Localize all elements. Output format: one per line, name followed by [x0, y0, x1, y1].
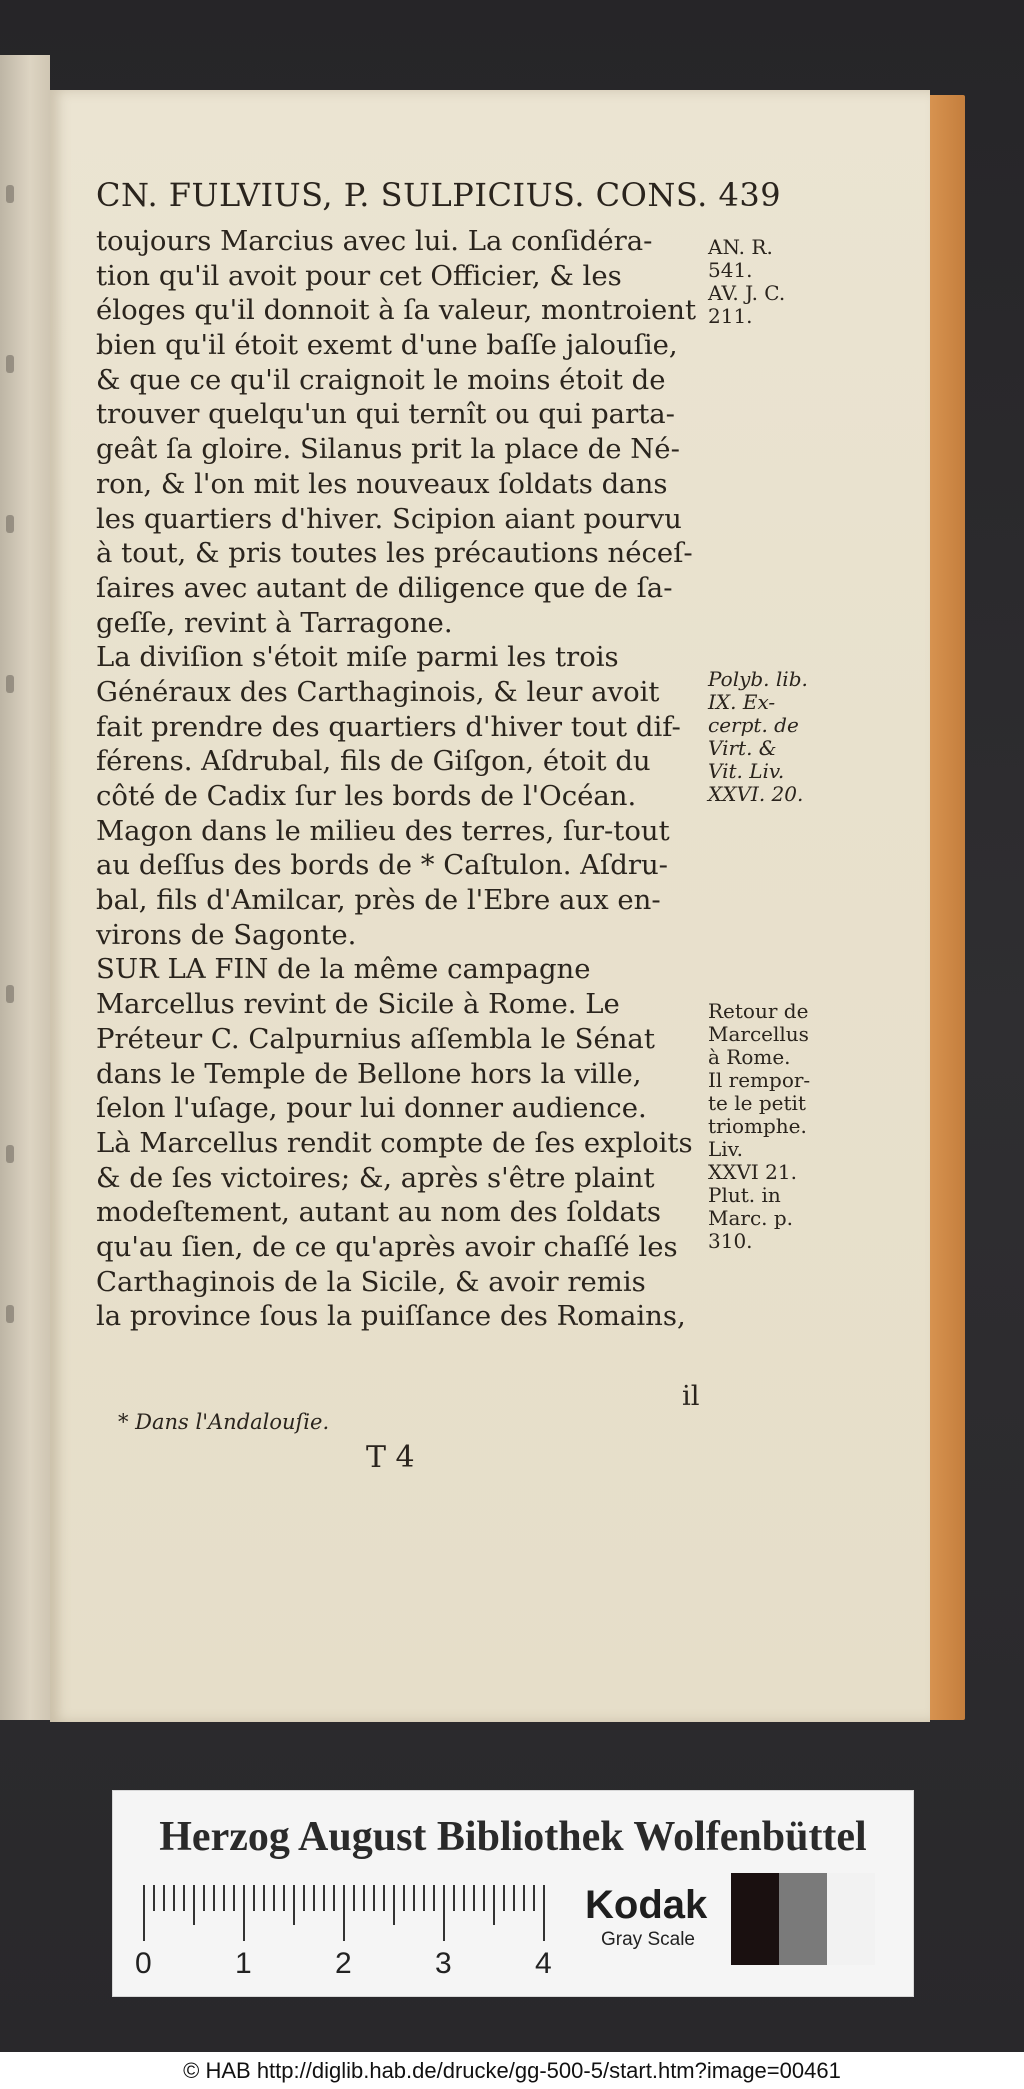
gray-scale-label: Gray Scale: [601, 1929, 695, 1950]
margin-note-line: Polyb. lib.: [708, 667, 808, 691]
library-name: Herzog August Bibliothek Wolfenbüttel: [159, 1814, 867, 1860]
text-line: Généraux des Carthaginois, & leur avoit: [96, 675, 660, 708]
body-text: [96, 224, 706, 1334]
catchword: il: [682, 1380, 700, 1412]
ruler-number: 1: [235, 1947, 252, 1980]
ruler-number: 3: [435, 1947, 452, 1980]
ruler-tick: [143, 1885, 145, 1941]
margin-note-line: Marc. p.: [708, 1206, 794, 1230]
ruler-tick: [523, 1885, 525, 1911]
text-line: à tout, & pris toutes les précautions néceſ-: [96, 537, 693, 570]
margin-note-line: Liv.: [708, 1137, 743, 1161]
text-line: toujours Marcius avec lui. La conſidéra-: [96, 225, 653, 257]
text-line: virons de Sagonte.: [96, 918, 357, 951]
ruler-tick: [343, 1885, 345, 1941]
margin-note-line: te le petit: [708, 1091, 806, 1115]
margin-note-line: 310.: [708, 1229, 753, 1253]
ruler-tick: [513, 1885, 515, 1911]
facing-page-edge: [0, 55, 50, 1720]
ruler-tick: [323, 1885, 325, 1911]
swatch-gray: [779, 1873, 827, 1965]
margin-note-line: triomphe.: [708, 1114, 807, 1138]
ruler-tick: [353, 1885, 355, 1911]
ruler-tick: [153, 1885, 155, 1911]
ruler-tick: [463, 1885, 465, 1911]
margin-note-line: Retour de: [708, 999, 809, 1023]
ruler-tick: [413, 1885, 415, 1911]
ruler-tick: [393, 1885, 395, 1925]
text-line: la province ſous la puiſſance des Romains,: [96, 1300, 686, 1333]
text-line: Préteur C. Calpurnius aſſembla le Sénat: [96, 1022, 655, 1055]
ruler-tick: [493, 1885, 495, 1925]
margin-note-line: Virt. &: [708, 736, 777, 760]
ruler-tick: [233, 1885, 235, 1911]
copyright-footer: © HAB http://diglib.hab.de/drucke/gg-500-5/start.htm?image=00461: [0, 2052, 1024, 2089]
ruler-tick: [253, 1885, 255, 1911]
ruler-tick: [273, 1885, 275, 1911]
margin-note-retour: [708, 1000, 838, 1253]
text-line: ſaires avec autant de diligence que de ſa-: [96, 571, 673, 604]
ruler-tick: [473, 1885, 475, 1911]
margin-note-line: Vit. Liv.: [708, 759, 785, 783]
ruler-tick: [293, 1885, 295, 1925]
margin-note-line: Il rempor-: [708, 1068, 811, 1092]
margin-note-line: XXVI. 20.: [708, 782, 804, 806]
ruler-tick: [543, 1885, 545, 1941]
text-line: bal, fils d'Amilcar, près de l'Ebre aux en-: [96, 884, 661, 917]
kodak-logo: Kodak: [585, 1883, 708, 1927]
text-line: dans le Temple de Bellone hors la ville,: [96, 1057, 642, 1090]
text-line: modeſtement, autant au nom des ſoldats: [96, 1196, 662, 1229]
text-line: bien qu'il étoit exemt d'une baſſe jalouſie,: [96, 329, 678, 362]
margin-note-line: 211.: [708, 304, 753, 328]
text-line: & de ſes victoires; &, après s'être plaint: [96, 1161, 655, 1194]
ruler-tick: [183, 1885, 185, 1911]
ruler-tick: [223, 1885, 225, 1911]
signature-mark: T 4: [366, 1440, 415, 1475]
text-line: Marcellus revint de Sicile à Rome. Le: [96, 988, 620, 1021]
text-line: les quartiers d'hiver. Scipion aiant pourvu: [96, 502, 682, 535]
ruler-tick: [213, 1885, 215, 1911]
margin-note-line: IX. Ex-: [708, 690, 776, 714]
margin-note-line: cerpt. de: [708, 713, 799, 737]
ruler-tick: [373, 1885, 375, 1911]
ruler-tick: [333, 1885, 335, 1911]
margin-note-sources: [708, 668, 838, 806]
text-line: au deſſus des bords de * Caſtulon. Aſdru-: [96, 849, 668, 882]
ruler-tick: [403, 1885, 405, 1911]
ruler-tick: [243, 1885, 245, 1941]
ruler-tick: [453, 1885, 455, 1911]
text-line: Carthaginois de la Sicile, & avoir remis: [96, 1265, 646, 1298]
margin-note-line: AV. J. C.: [708, 281, 786, 305]
margin-note-line: AN. R.: [708, 235, 773, 259]
ruler-tick: [383, 1885, 385, 1911]
ruler-tick: [263, 1885, 265, 1911]
ruler-tick: [283, 1885, 285, 1911]
ruler-number: 2: [335, 1947, 352, 1980]
text-line: La diviſion s'étoit miſe parmi les trois: [96, 641, 619, 674]
text-line: Magon dans le milieu des terres, ſur-tout: [96, 814, 670, 847]
running-head: CN. FULVIUS, P. SULPICIUS. CONS. 439: [96, 176, 782, 214]
ruler-tick: [423, 1885, 425, 1911]
ruler-tick: [503, 1885, 505, 1911]
text-line: ron, & l'on mit les nouveaux ſoldats dans: [96, 467, 668, 500]
ruler-tick: [443, 1885, 445, 1941]
ruler-number: 4: [535, 1947, 552, 1980]
ruler-tick: [203, 1885, 205, 1911]
text-line: ſelon l'uſage, pour lui donner audience.: [96, 1092, 647, 1125]
ruler-tick: [193, 1885, 195, 1925]
text-line: geât ſa gloire. Silanus prit la place de Né-: [96, 433, 680, 466]
margin-note-line: Marcellus: [708, 1022, 809, 1046]
margin-note-line: XXVI 21.: [708, 1160, 797, 1184]
text-line: qu'au ſien, de ce qu'après avoir chaſſé les: [96, 1230, 678, 1263]
text-line: éloges qu'il donnoit à ſa valeur, montroient: [96, 294, 696, 327]
ruler-tick: [363, 1885, 365, 1911]
margin-note-line: 541.: [708, 258, 753, 282]
ruler-tick: [483, 1885, 485, 1911]
text-line: fait prendre des quartiers d'hiver tout dif-: [96, 710, 681, 743]
ruler-tick: [173, 1885, 175, 1911]
text-line: & que ce qu'il craignoit le moins étoit de: [96, 363, 666, 396]
margin-note-line: Plut. in: [708, 1183, 781, 1207]
ruler-tick: [433, 1885, 435, 1911]
text-line: tion qu'il avoit pour cet Officier, & les: [96, 259, 622, 292]
swatch-white: [827, 1873, 875, 1965]
text-line: Là Marcellus rendit compte de ſes exploits: [96, 1126, 693, 1159]
text-line: côté de Cadix ſur les bords de l'Océan.: [96, 780, 637, 812]
text-line: trouver quelqu'un qui ternît ou qui parta-: [96, 398, 675, 431]
text-line: SUR LA FIN de la même campagne: [96, 953, 591, 986]
swatch-black: [731, 1873, 779, 1965]
margin-note-line: à Rome.: [708, 1045, 791, 1069]
ruler-tick: [303, 1885, 305, 1911]
footnote: * Dans l'Andalouſie.: [118, 1410, 330, 1434]
text-line: geſſe, revint à Tarragone.: [96, 606, 453, 639]
ruler-tick: [163, 1885, 165, 1911]
ruler-tick: [533, 1885, 535, 1911]
ruler-number: 0: [135, 1947, 152, 1980]
ruler-tick: [313, 1885, 315, 1911]
color-calibration-card: [112, 1790, 914, 1997]
text-line: férens. Aſdrubal, fils de Giſgon, étoit du: [96, 745, 651, 778]
margin-note-date: [708, 236, 838, 328]
